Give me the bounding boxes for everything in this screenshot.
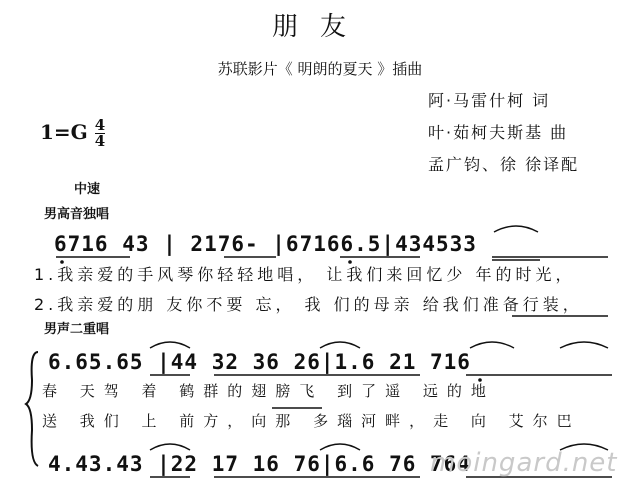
slur — [320, 444, 360, 450]
system2-upper-notes: 6.65.65 |44 32 36 26|1.6 21 716 — [48, 350, 471, 374]
section-solo-label: 男高音独唱 — [44, 207, 110, 222]
system-brace — [26, 352, 38, 466]
section-duet-label: 男声二重唱 — [44, 322, 110, 337]
system1-lyric-verse2: 2.我亲爱的朋 友你不要 忘， 我 们的母亲 给我们准备行装， — [34, 295, 583, 314]
octave-dots — [60, 260, 482, 382]
translator-credit: 孟广钧、徐 徐译配 — [428, 155, 580, 174]
time-signature-bottom: 4 — [94, 132, 106, 150]
time-signature-top: 4 — [94, 116, 106, 134]
key-label: 1=G — [40, 120, 88, 144]
lyricist-credit: 阿·马雷什柯 词 — [428, 91, 551, 110]
system2-lyric-verse2: 送 我们 上 前方，向那 多瑙河畔，走 向 艾尔巴 — [42, 412, 581, 430]
tempo-marking: 中速 — [74, 182, 101, 197]
slur — [320, 342, 360, 348]
song-title: 朋友 — [271, 12, 368, 42]
song-subtitle: 苏联影片《 明朗的夏天 》插曲 — [217, 60, 423, 78]
slur — [150, 444, 190, 450]
lower-octave-dot — [60, 260, 64, 264]
lower-octave-dot — [348, 260, 352, 264]
slur — [494, 226, 538, 232]
lower-octave-dot — [478, 378, 482, 382]
system2-lyric-verse1: 春 天驾 着 鹤群的翅膀飞 到了遥 远的地 — [42, 382, 495, 400]
slur — [470, 342, 514, 348]
system1-lyric-verse1: 1.我亲爱的手风琴你轻轻地唱， 让我们来回忆少 年的时光， — [34, 265, 576, 284]
slur — [560, 342, 608, 348]
slur — [150, 342, 190, 348]
system2-lower-notes: 4.43.43 |22 17 16 76|6.6 76 764 — [48, 452, 471, 476]
watermark: moingard.net — [430, 448, 618, 478]
system1-notes: 6716 43 | 2176- |67166.5|434533 — [54, 232, 477, 256]
composer-credit: 叶·茹柯夫斯基 曲 — [428, 123, 569, 142]
